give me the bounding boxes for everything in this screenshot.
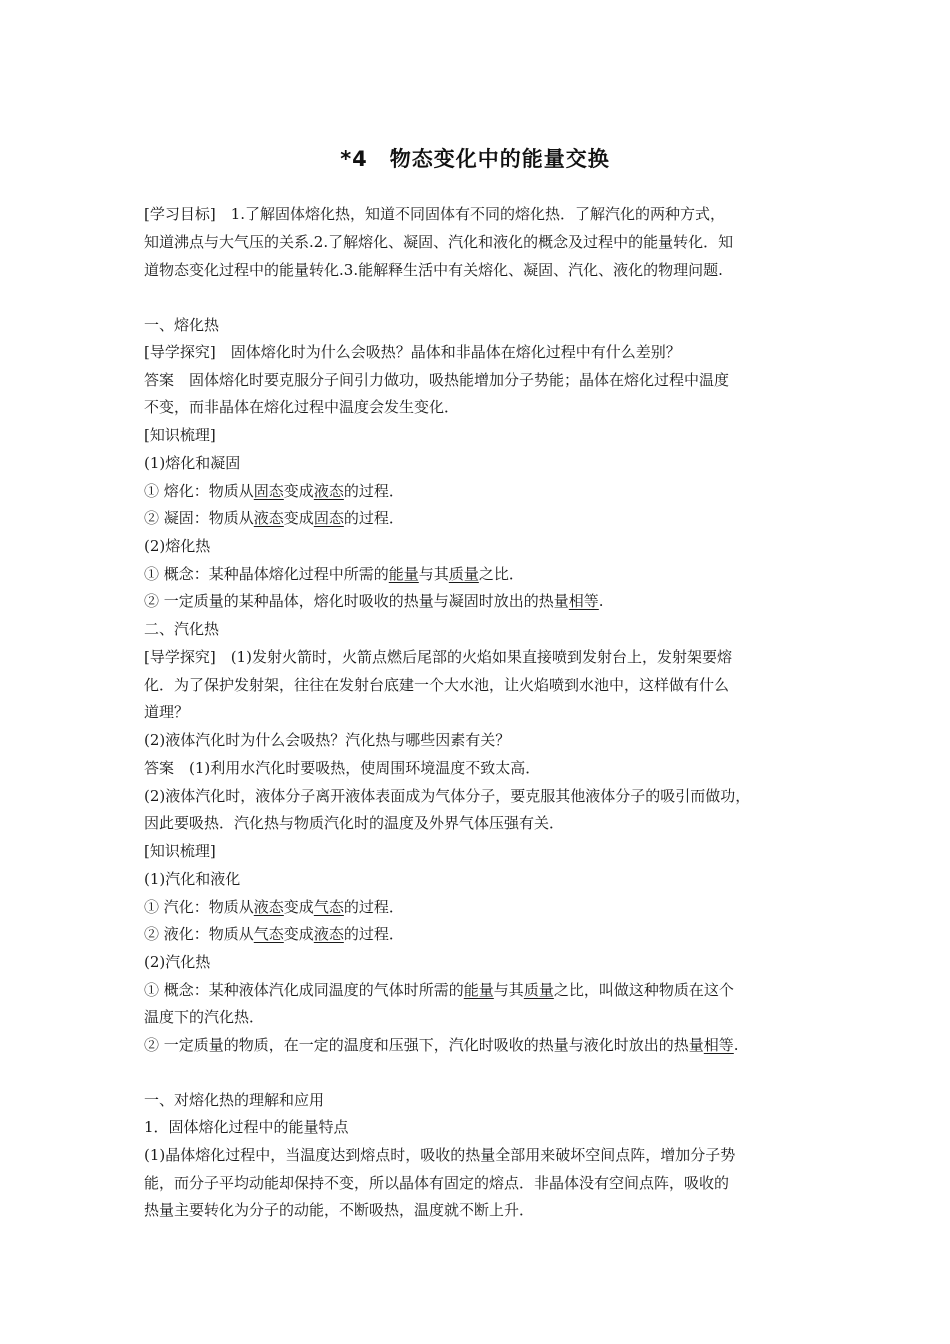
section-2-inquiry-line-1: [导学探究] (1)发射火箭时，火箭点燃后尾部的火焰如果直接喷到发射台上，发射架要熔 (144, 648, 732, 666)
section-1-heading: 一、熔化热 (144, 316, 220, 334)
vaporization-concept-blank-2: 质量 (523, 981, 554, 999)
section-2-answer-line-1: 答案 (1)利用水汽化时要吸热，使周围环境温度不致太高． (144, 759, 541, 777)
liquefaction-text-pre: ② 液化：物质从 (144, 925, 254, 943)
section-1-subheading-1: (1)熔化和凝固 (144, 454, 241, 472)
fusion-concept-blank-1: 能量 (388, 565, 419, 583)
liquefaction-blank-2: 液态 (313, 925, 344, 943)
part-2-heading: 一、对熔化热的理解和应用 (144, 1091, 325, 1109)
melting-blank-1: 固态 (253, 482, 284, 500)
liquefaction-text-post: 的过程． (343, 925, 404, 943)
vaporization-equality-pre: ② 一定质量的物质，在一定的温度和压强下，汽化时吸收的热量与液化时放出的热量 (144, 1036, 704, 1054)
section-2-subheading-1: (1)汽化和液化 (144, 870, 241, 888)
solidification-blank-2: 固态 (313, 509, 344, 527)
melting-text-mid: 变成 (283, 482, 314, 500)
vaporization-text-mid: 变成 (283, 898, 314, 916)
heat-of-vaporization-concept-line-2: 温度下的汽化热． (144, 1008, 265, 1026)
fusion-concept-pre: ① 概念：某种晶体熔化过程中所需的 (144, 565, 389, 583)
solidification-text-pre: ② 凝固：物质从 (144, 509, 254, 527)
melting-text-pre: ① 熔化：物质从 (144, 482, 254, 500)
objectives-line-2: 知道沸点与大气压的关系.2.了解熔化、凝固、汽化和液化的概念及过程中的能量转化．知 (144, 233, 734, 251)
vaporization-concept-mid: 与其 (493, 981, 524, 999)
heat-of-fusion-equality (144, 590, 604, 612)
melting-definition (144, 480, 404, 502)
section-1-inquiry: [导学探究] 固体熔化时为什么会吸热？晶体和非晶体在熔化过程中有什么差别？ (144, 343, 681, 361)
section-2-inquiry-line-4: (2)液体汽化时为什么会吸热？汽化热与哪些因素有关？ (144, 731, 511, 749)
solidification-blank-1: 液态 (253, 509, 284, 527)
section-2-inquiry-line-2: 化．为了保护发射架，往往在发射台底建一个大水池，让火焰喷到水池中，这样做有什么 (144, 676, 730, 694)
melting-blank-2: 液态 (313, 482, 344, 500)
solidification-text-post: 的过程． (343, 509, 404, 527)
vaporization-text-post: 的过程． (343, 898, 404, 916)
melting-text-post: 的过程． (343, 482, 404, 500)
part-2-paragraph-line-1: (1)晶体熔化过程中，当温度达到熔点时，吸收的热量全部用来破坏空间点阵，增加分子势 (144, 1146, 736, 1164)
vaporization-concept-post: 之比，叫做这种物质在这个 (553, 981, 734, 999)
part-2-subheading-1: 1．固体熔化过程中的能量特点 (144, 1118, 349, 1136)
section-2-subheading-2: (2)汽化热 (144, 953, 211, 971)
fusion-equality-blank: 相等 (568, 592, 599, 610)
vaporization-blank-2: 气态 (313, 898, 344, 916)
vaporization-equality-post: . (733, 1036, 739, 1054)
fusion-equality-post: . (598, 592, 604, 610)
section-1-answer-line-1: 答案 固体熔化时要克服分子间引力做功，吸热能增加分子势能；晶体在熔化过程中温度 (144, 371, 730, 389)
section-2-inquiry-line-3: 道理？ (144, 703, 190, 721)
page-title: *4 物态变化中的能量交换 (340, 147, 610, 171)
section-1-answer-line-2: 不变，而非晶体在熔化过程中温度会发生变化． (144, 398, 460, 416)
vaporization-blank-1: 液态 (253, 898, 284, 916)
liquefaction-blank-1: 气态 (253, 925, 284, 943)
liquefaction-text-mid: 变成 (283, 925, 314, 943)
solidification-definition (144, 507, 404, 529)
section-1-knowledge-label: [知识梳理] (144, 426, 216, 444)
heat-of-vaporization-equality (144, 1034, 739, 1056)
objectives-line-3: 道物态变化过程中的能量转化.3.能解释生活中有关熔化、凝固、汽化、液化的物理问题. (144, 261, 723, 279)
section-2-answer-line-3: 因此要吸热．汽化热与物质汽化时的温度及外界气体压强有关． (144, 814, 565, 832)
section-2-answer-line-2: (2)液体汽化时，液体分子离开液体表面成为气体分子，要克服其他液体分子的吸引而做功， (144, 787, 751, 805)
vaporization-equality-blank: 相等 (703, 1036, 734, 1054)
vaporization-concept-blank-1: 能量 (463, 981, 494, 999)
section-2-heading: 二、汽化热 (144, 620, 220, 638)
vaporization-definition (144, 896, 404, 918)
fusion-concept-mid: 与其 (418, 565, 449, 583)
section-1-subheading-2: (2)熔化热 (144, 537, 211, 555)
part-2-paragraph-line-3: 热量主要转化为分子的动能，不断吸热，温度就不断上升． (144, 1201, 535, 1219)
liquefaction-definition (144, 923, 404, 945)
vaporization-text-pre: ① 汽化：物质从 (144, 898, 254, 916)
fusion-equality-pre: ② 一定质量的某种晶体，熔化时吸收的热量与凝固时放出的热量 (144, 592, 569, 610)
section-2-knowledge-label: [知识梳理] (144, 842, 216, 860)
heat-of-fusion-concept (144, 563, 524, 585)
heat-of-vaporization-concept (144, 979, 734, 1001)
objectives-line-1: [学习目标] 1.了解固体熔化热，知道不同固体有不同的熔化热．了解汽化的两种方式， (144, 205, 726, 223)
fusion-concept-post: 之比． (478, 565, 524, 583)
fusion-concept-blank-2: 质量 (448, 565, 479, 583)
solidification-text-mid: 变成 (283, 509, 314, 527)
vaporization-concept-pre: ① 概念：某种液体汽化成同温度的气体时所需的 (144, 981, 464, 999)
part-2-paragraph-line-2: 能，而分子平均动能却保持不变，所以晶体有固定的熔点．非晶体没有空间点阵，吸收的 (144, 1174, 730, 1192)
